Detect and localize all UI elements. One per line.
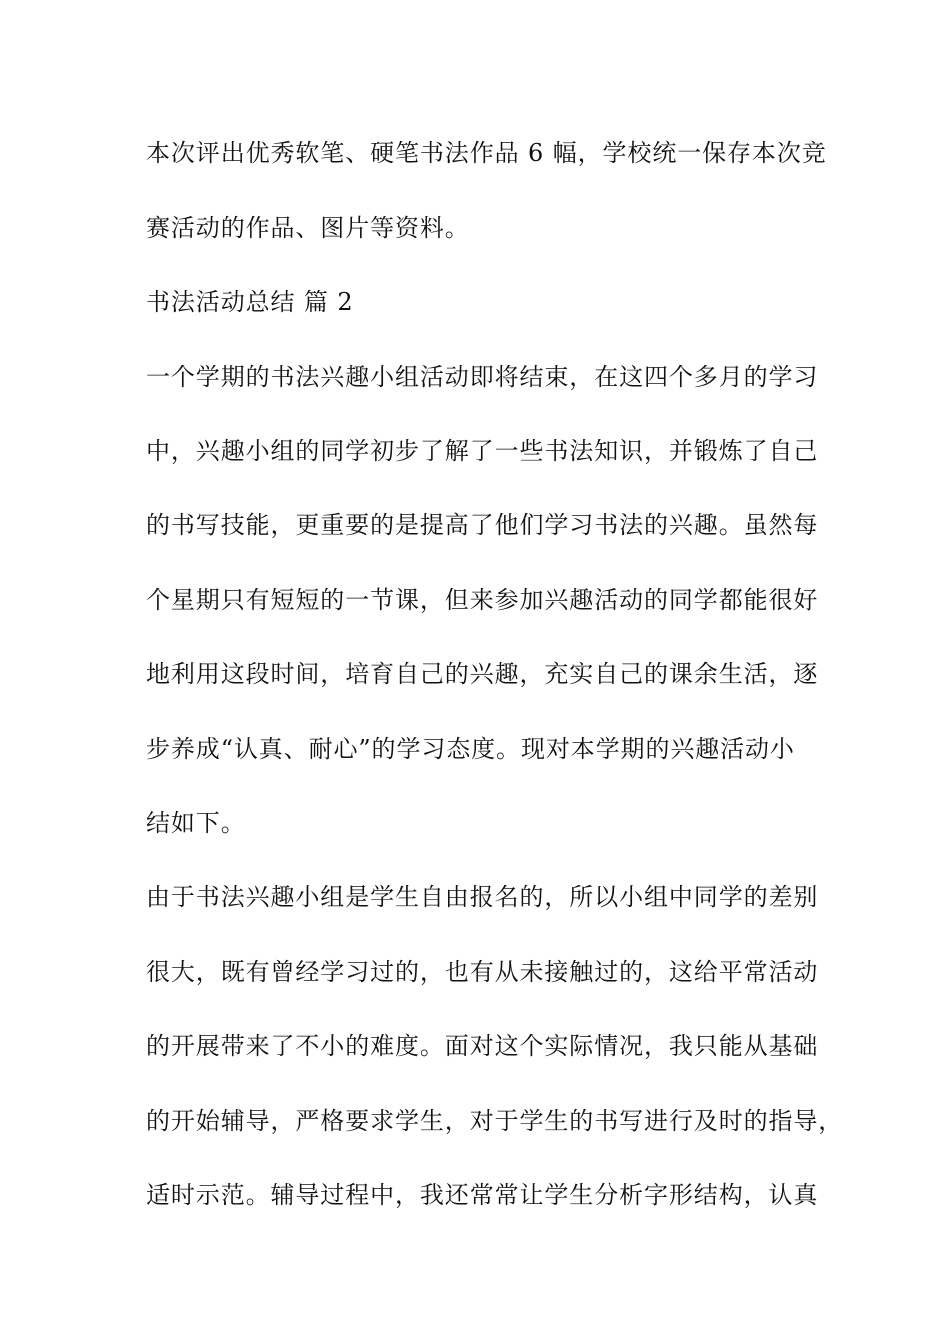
paragraph-line: 适时示范。辅导过程中，我还常常让学生分析字形结构，认真 — [146, 1181, 819, 1209]
paragraph-line: 结如下。 — [146, 809, 246, 837]
paragraph-line: 由于书法兴趣小组是学生自由报名的，所以小组中同学的差别 — [146, 883, 819, 911]
paragraph-line: 的书写技能，更重要的是提高了他们学习书法的兴趣。虽然每 — [146, 511, 819, 539]
section-heading: 书法活动总结 篇 2 — [146, 288, 354, 316]
paragraph-line: 赛活动的作品、图片等资料。 — [146, 214, 470, 242]
paragraph-line: 很大，既有曾经学习过的，也有从未接触过的，这给平常活动 — [146, 958, 819, 986]
paragraph-line: 本次评出优秀软笔、硬笔书法作品 6 幅，学校统一保存本次竞 — [146, 139, 827, 167]
paragraph-line: 的开始辅导，严格要求学生，对于学生的书写进行及时的指导， — [146, 1107, 844, 1135]
paragraph-line: 步养成“认真、耐心”的学习态度。现对本学期的兴趣活动小 — [146, 735, 795, 763]
paragraph-line: 一个学期的书法兴趣小组活动即将结束，在这四个多月的学习 — [146, 363, 819, 391]
paragraph-line: 的开展带来了不小的难度。面对这个实际情况，我只能从基础 — [146, 1032, 819, 1060]
paragraph-line: 地利用这段时间，培育自己的兴趣，充实自己的课余生活，逐 — [146, 660, 819, 688]
paragraph-line: 中，兴趣小组的同学初步了解了一些书法知识，并锻炼了自己 — [146, 437, 819, 465]
paragraph-line: 个星期只有短短的一节课，但来参加兴趣活动的同学都能很好 — [146, 586, 819, 614]
